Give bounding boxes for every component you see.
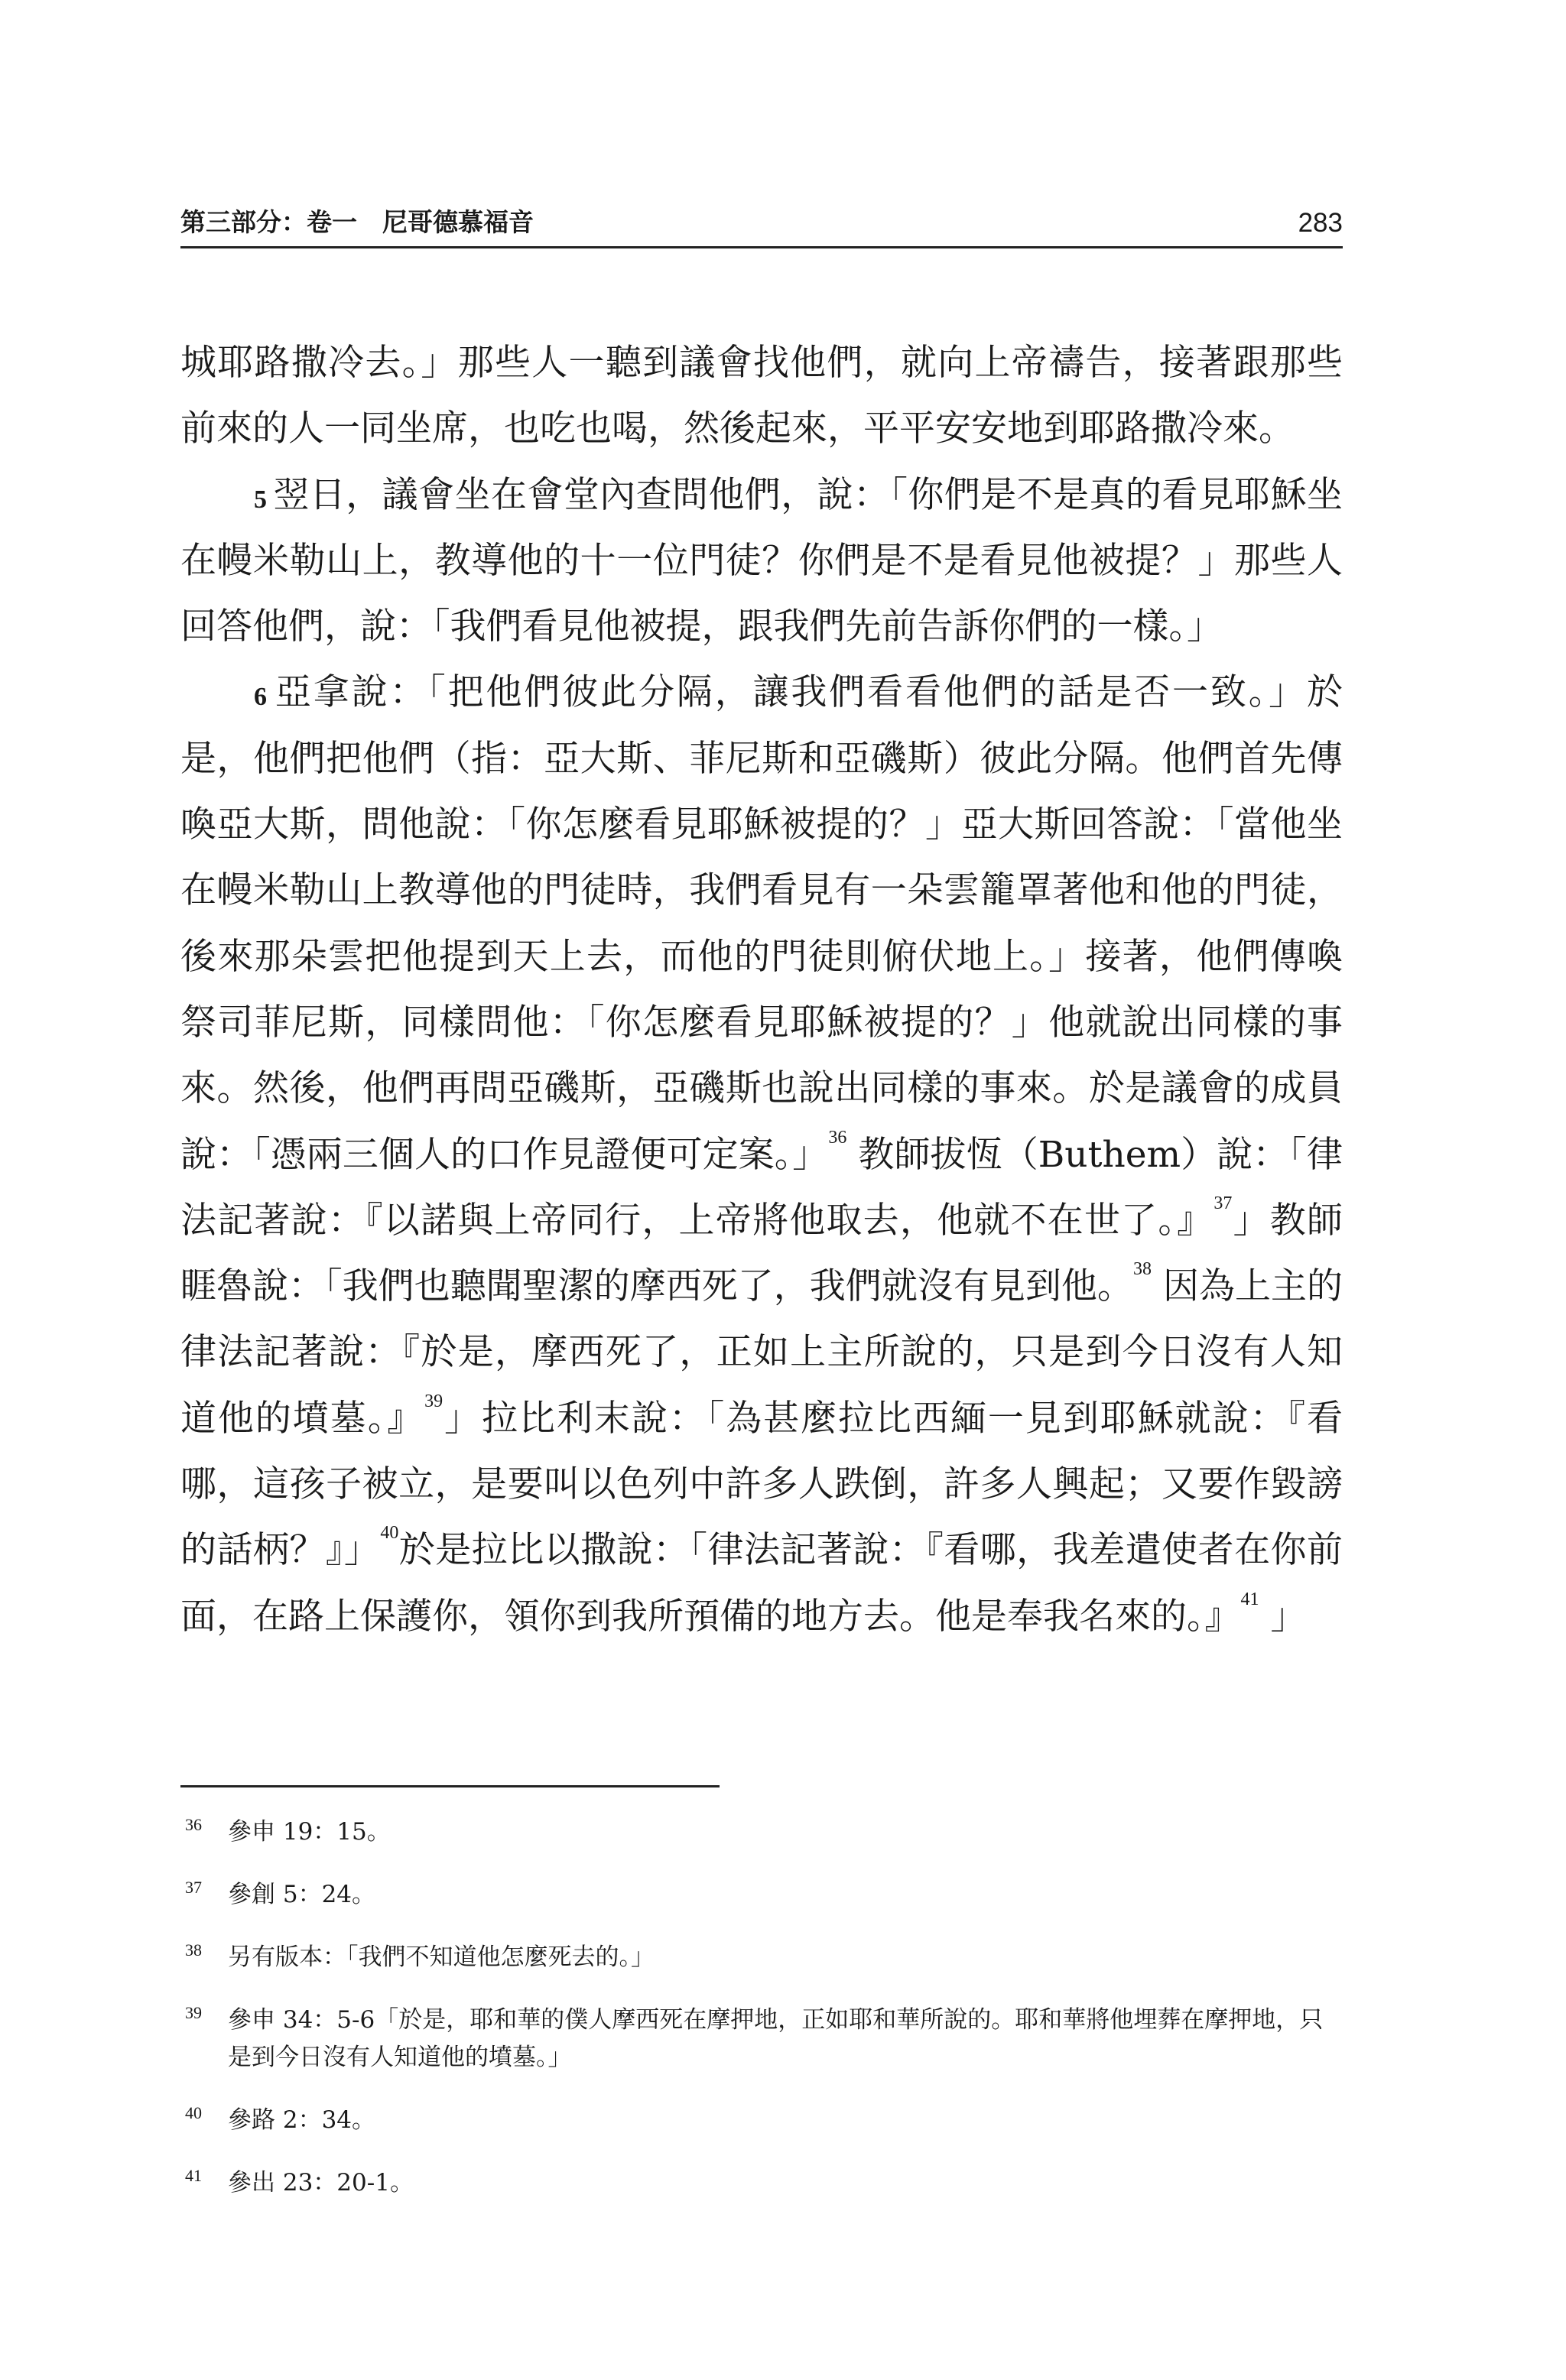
- paragraph-verse-6: [180, 660, 1343, 1649]
- footnote-ref-39[interactable]: 39: [424, 1391, 443, 1411]
- footnote-36: [180, 1813, 1343, 1851]
- paragraph: [180, 330, 1343, 463]
- verse-number: 6: [254, 683, 267, 712]
- footnote-41: [180, 2164, 1343, 2202]
- footnotes: [180, 1813, 1343, 2227]
- footnote-40: [180, 2102, 1343, 2139]
- text-segment: 」教師睚魯說：「我們也聽聞聖潔的摩西死了，我們就沒有見到他。: [180, 1199, 1343, 1308]
- footnote-37: [180, 1876, 1343, 1914]
- footnote-number: 40: [185, 2103, 202, 2122]
- text-segment: 因為上主的律法記著說：『於是，摩西死了，正如上主所說的，只是到今日沒有人知道他的墳墓。』: [180, 1265, 1343, 1440]
- footnote-ref-36[interactable]: 36: [828, 1127, 847, 1148]
- footnote-number: 39: [185, 2003, 202, 2022]
- footnote-number: 37: [185, 1878, 202, 1897]
- footnote-text: 參申 19：15。: [228, 1818, 391, 1846]
- text-segment: 亞拿說：「把他們彼此分隔，讓我們看看他們的話是否一致。」於是，他們把他們（指：亞大斯、菲尼斯和亞磯斯）彼此分隔。他們首先傳喚亞大斯，問他說：「你怎麼看見耶穌被提的？」亞大斯回答說：「當他坐在幔米勒山上教導他的門徒時，我們看見有一朵雲籠罩著他和他的門徒，後來那朵雲把他提到天上去，而他的門徒則俯伏地上。」接著，他們傳喚祭司菲尼斯，同樣問他：「你怎麼看見耶穌被提的？」他就說出同樣的事來。然後，他們再問亞磯斯，亞磯斯也說出同樣的事來。於是議會的成員說：「憑兩三個人的口作見證便可定案。」: [180, 671, 1343, 1176]
- footnote-number: 38: [185, 1940, 202, 1960]
- text-segment: 於是拉比以撒說：「律法記著說：『看哪，我差遣使者在你前面，在路上保護你，領你到我所預備的地方去。他是奉我名來的。』: [180, 1529, 1343, 1638]
- main-text: [180, 330, 1343, 1650]
- footnote-text: 參路 2：34。: [228, 2106, 376, 2134]
- text-segment: 」: [1270, 1595, 1307, 1638]
- footnote-ref-38[interactable]: 38: [1132, 1259, 1152, 1280]
- footnote-divider: [180, 1785, 720, 1787]
- paragraph-text: 翌日，議會坐在會堂內查問他們，說：「你們是不是真的看見耶穌坐在幔米勒山上，教導他的十一位門徒？你們是不是看見他被提？」那些人回答他們，說：「我們看見他被提，跟我們先前告訴你們的一樣。」: [180, 473, 1343, 648]
- verse-number: 5: [254, 485, 267, 514]
- footnote-number: 36: [185, 1815, 202, 1834]
- footnote-text: 另有版本：「我們不知道他怎麼死去的。」: [228, 1943, 655, 1971]
- footnote-ref-37[interactable]: 37: [1213, 1193, 1233, 1213]
- footnote-number: 41: [185, 2166, 202, 2185]
- text-segment: 教師拔恆（Buthem）說：「律法記著說：『以諾與上帝同行，上帝將他取去，他就不在世了。』: [180, 1133, 1343, 1242]
- footnote-39: [180, 2002, 1343, 2076]
- footnote-text: 參創 5：24。: [228, 1881, 376, 1908]
- footnote-text: 參出 23：20-1。: [228, 2169, 414, 2197]
- paragraph-text: 城耶路撒冷去。」那些人一聽到議會找他們，就向上帝禱告，接著跟那些前來的人一同坐席，也吃也喝，然後起來，平平安安地到耶路撒冷來。: [180, 342, 1343, 450]
- footnote-ref-41[interactable]: 41: [1240, 1589, 1259, 1609]
- footnote-ref-40[interactable]: 40: [380, 1523, 399, 1544]
- text-segment: 」拉比利末說：「為甚麼拉比西緬一見到耶穌就說：『看哪，這孩子被立，是要叫以色列中許多人跌倒，許多人興起；又要作毀謗的話柄？』」: [180, 1397, 1343, 1572]
- paragraph-verse-5: [180, 463, 1343, 661]
- running-header: [180, 200, 1343, 248]
- footnote-text: 參申 34：5-6「於是，耶和華的僕人摩西死在摩押地，正如耶和華所說的。耶和華將他埋葬在摩押地，只是到今日沒有人知道他的墳墓。」: [228, 2006, 1324, 2071]
- running-title: 第三部分：卷一 尼哥德慕福音: [180, 207, 534, 237]
- page-number: 283: [1298, 208, 1343, 238]
- footnote-38: [180, 1939, 1343, 1976]
